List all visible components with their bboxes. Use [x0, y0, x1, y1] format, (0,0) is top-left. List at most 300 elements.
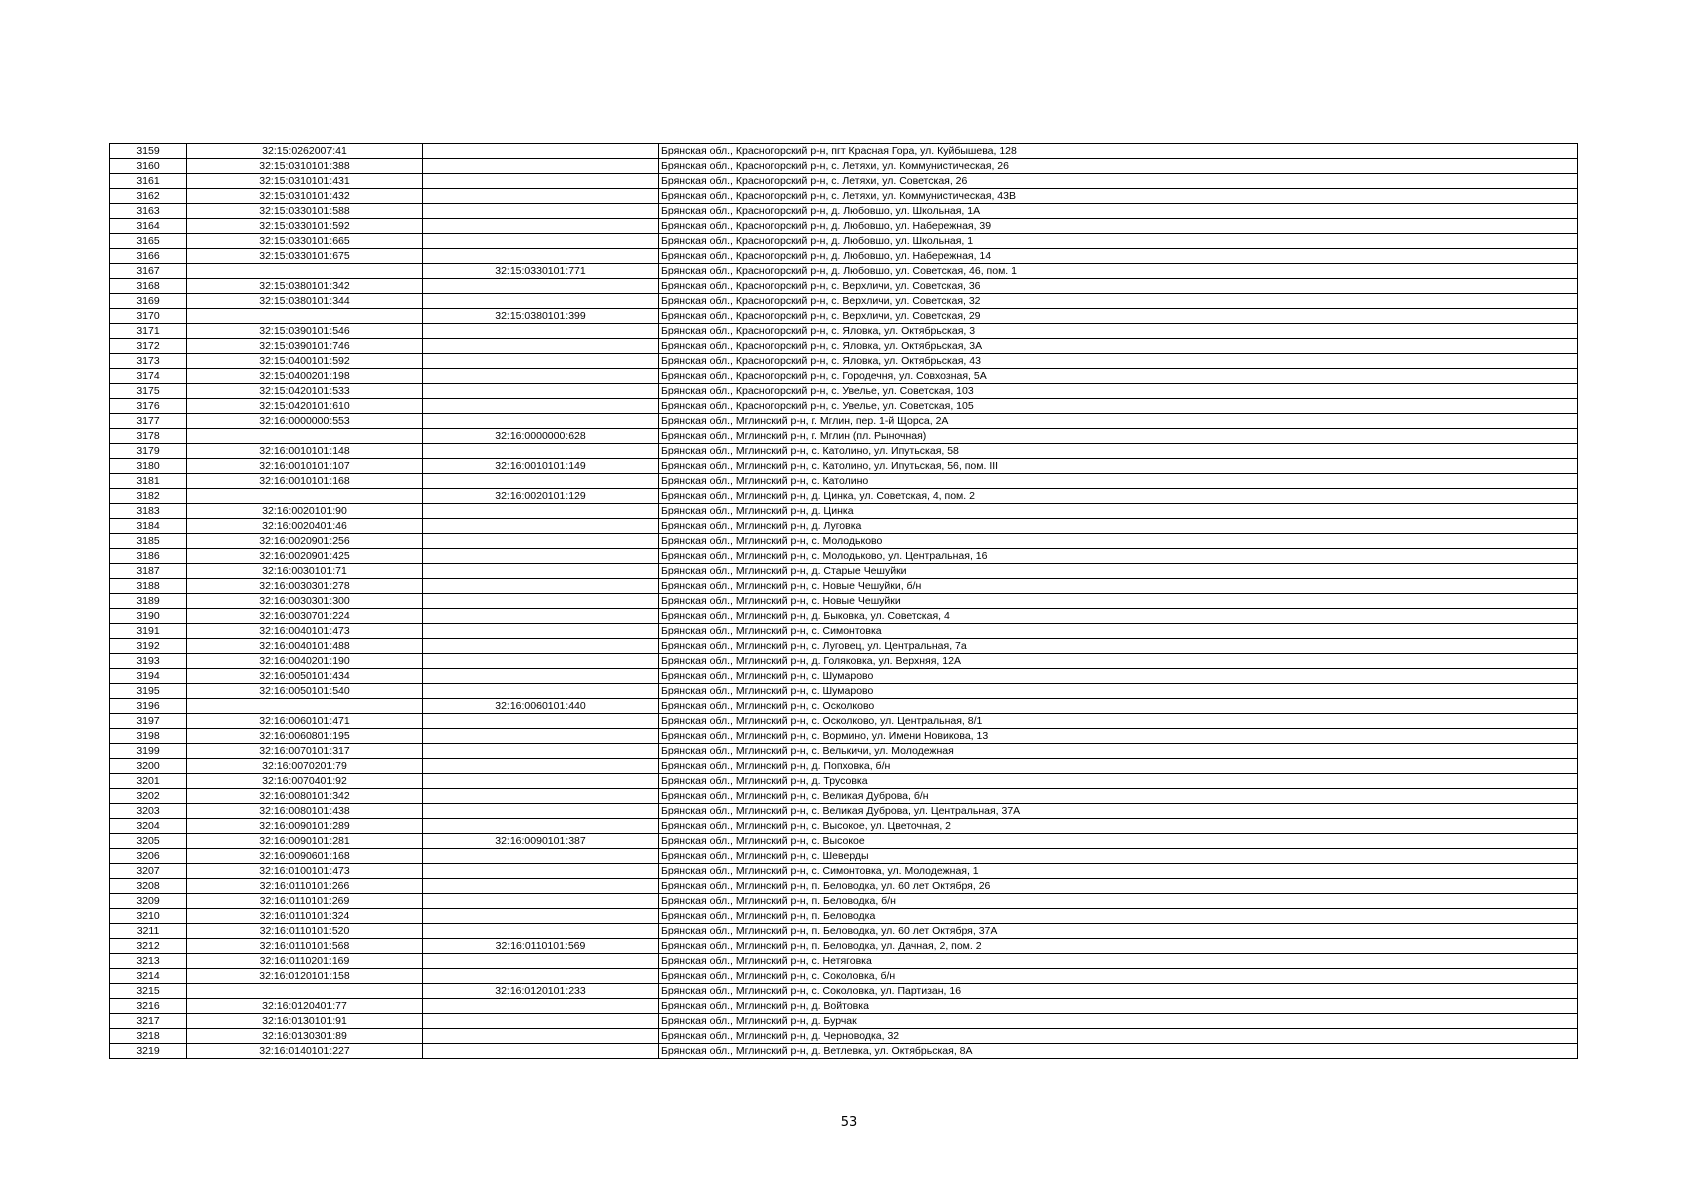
address-cell: Брянская обл., Мглинский р-н, с. Соколовка, ул. Партизан, 16 [659, 984, 1578, 999]
cadastral-number-cell: 32:16:0110101:324 [187, 909, 423, 924]
table-row [110, 189, 1578, 204]
cadastral-number-cell: 32:16:0090601:168 [187, 849, 423, 864]
cadastral-number-cell: 32:15:0420101:533 [187, 384, 423, 399]
row-number-cell: 3186 [110, 549, 187, 564]
table-row [110, 204, 1578, 219]
cadastral-number-cell: 32:16:0010101:168 [187, 474, 423, 489]
address-cell: Брянская обл., Красногорский р-н, с. Городечня, ул. Совхозная, 5А [659, 369, 1578, 384]
table-row [110, 1014, 1578, 1029]
table-row [110, 894, 1578, 909]
address-cell: Брянская обл., Мглинский р-н, п. Беловодка, ул. 60 лет Октября, 37А [659, 924, 1578, 939]
cadastral-number-cell: 32:16:0080101:342 [187, 789, 423, 804]
cadastral-number-cell: 32:16:0020401:46 [187, 519, 423, 534]
cadastral-number-cell: 32:16:0010101:148 [187, 444, 423, 459]
row-number-cell: 3219 [110, 1044, 187, 1059]
row-number-cell: 3209 [110, 894, 187, 909]
row-number-cell: 3175 [110, 384, 187, 399]
premises-cadastral-number-cell [423, 1044, 659, 1059]
address-cell: Брянская обл., Красногорский р-н, пгт Красная Гора, ул. Куйбышева, 128 [659, 144, 1578, 159]
premises-cadastral-number-cell [423, 159, 659, 174]
premises-cadastral-number-cell [423, 864, 659, 879]
cadastral-number-cell: 32:16:0030101:71 [187, 564, 423, 579]
premises-cadastral-number-cell [423, 924, 659, 939]
table-row [110, 639, 1578, 654]
cadastral-number-cell: 32:16:0140101:227 [187, 1044, 423, 1059]
premises-cadastral-number-cell [423, 444, 659, 459]
cadastral-number-cell: 32:16:0010101:107 [187, 459, 423, 474]
premises-cadastral-number-cell [423, 639, 659, 654]
table-row [110, 879, 1578, 894]
table-row [110, 1029, 1578, 1044]
premises-cadastral-number-cell [423, 504, 659, 519]
cadastral-number-cell: 32:16:0030301:300 [187, 594, 423, 609]
cadastral-number-cell: 32:15:0262007:41 [187, 144, 423, 159]
address-cell: Брянская обл., Красногорский р-н, с. Увелье, ул. Советская, 105 [659, 399, 1578, 414]
premises-cadastral-number-cell [423, 144, 659, 159]
cadastral-number-cell: 32:16:0110101:269 [187, 894, 423, 909]
address-cell: Брянская обл., Мглинский р-н, д. Луговка [659, 519, 1578, 534]
cadastral-number-cell: 32:15:0400101:592 [187, 354, 423, 369]
address-cell: Брянская обл., Мглинский р-н, п. Беловодка, ул. 60 лет Октября, 26 [659, 879, 1578, 894]
row-number-cell: 3159 [110, 144, 187, 159]
cadastral-number-cell: 32:16:0050101:540 [187, 684, 423, 699]
table-row [110, 849, 1578, 864]
premises-cadastral-number-cell: 32:16:0010101:149 [423, 459, 659, 474]
row-number-cell: 3172 [110, 339, 187, 354]
row-number-cell: 3179 [110, 444, 187, 459]
address-cell: Брянская обл., Мглинский р-н, с. Молодьково [659, 534, 1578, 549]
table-row [110, 744, 1578, 759]
row-number-cell: 3170 [110, 309, 187, 324]
row-number-cell: 3214 [110, 969, 187, 984]
premises-cadastral-number-cell [423, 624, 659, 639]
table-row [110, 594, 1578, 609]
premises-cadastral-number-cell [423, 579, 659, 594]
premises-cadastral-number-cell [423, 354, 659, 369]
cadastral-number-cell: 32:15:0330101:592 [187, 219, 423, 234]
table-row [110, 714, 1578, 729]
cadastral-number-cell: 32:16:0090101:281 [187, 834, 423, 849]
row-number-cell: 3194 [110, 669, 187, 684]
cadastral-number-cell: 32:16:0020901:256 [187, 534, 423, 549]
row-number-cell: 3217 [110, 1014, 187, 1029]
table-row [110, 534, 1578, 549]
address-cell: Брянская обл., Мглинский р-н, с. Великая Дуброва, б/н [659, 789, 1578, 804]
premises-cadastral-number-cell [423, 534, 659, 549]
row-number-cell: 3202 [110, 789, 187, 804]
premises-cadastral-number-cell [423, 519, 659, 534]
premises-cadastral-number-cell [423, 894, 659, 909]
address-cell: Брянская обл., Мглинский р-н, д. Ветлевка, ул. Октябрьская, 8А [659, 1044, 1578, 1059]
registry-table [109, 143, 1578, 1059]
address-cell: Брянская обл., Красногорский р-н, с. Яловка, ул. Октябрьская, 3А [659, 339, 1578, 354]
table-row [110, 954, 1578, 969]
address-cell: Брянская обл., Мглинский р-н, г. Мглин (пл. Рыночная) [659, 429, 1578, 444]
row-number-cell: 3171 [110, 324, 187, 339]
row-number-cell: 3210 [110, 909, 187, 924]
address-cell: Брянская обл., Мглинский р-н, с. Новые Чешуйки, б/н [659, 579, 1578, 594]
table-row [110, 354, 1578, 369]
table-row [110, 924, 1578, 939]
cadastral-number-cell: 32:16:0120101:158 [187, 969, 423, 984]
table-row [110, 669, 1578, 684]
cadastral-number-cell: 32:16:0020101:90 [187, 504, 423, 519]
premises-cadastral-number-cell [423, 564, 659, 579]
premises-cadastral-number-cell [423, 819, 659, 834]
row-number-cell: 3176 [110, 399, 187, 414]
row-number-cell: 3195 [110, 684, 187, 699]
cadastral-number-cell: 32:16:0060801:195 [187, 729, 423, 744]
premises-cadastral-number-cell [423, 744, 659, 759]
cadastral-number-cell: 32:15:0310101:432 [187, 189, 423, 204]
premises-cadastral-number-cell: 32:16:0090101:387 [423, 834, 659, 849]
premises-cadastral-number-cell [423, 1014, 659, 1029]
address-cell: Брянская обл., Мглинский р-н, д. Голяковка, ул. Верхняя, 12А [659, 654, 1578, 669]
table-row [110, 144, 1578, 159]
premises-cadastral-number-cell [423, 954, 659, 969]
table-row [110, 549, 1578, 564]
cadastral-number-cell [187, 489, 423, 504]
premises-cadastral-number-cell [423, 219, 659, 234]
cadastral-number-cell: 32:15:0380101:344 [187, 294, 423, 309]
cadastral-number-cell [187, 429, 423, 444]
address-cell: Брянская обл., Красногорский р-н, с. Яловка, ул. Октябрьская, 3 [659, 324, 1578, 339]
premises-cadastral-number-cell [423, 774, 659, 789]
address-cell: Брянская обл., Мглинский р-н, с. Осколково, ул. Центральная, 8/1 [659, 714, 1578, 729]
table-row [110, 504, 1578, 519]
premises-cadastral-number-cell: 32:16:0020101:129 [423, 489, 659, 504]
row-number-cell: 3208 [110, 879, 187, 894]
table-row [110, 324, 1578, 339]
address-cell: Брянская обл., Мглинский р-н, д. Старые Чешуйки [659, 564, 1578, 579]
premises-cadastral-number-cell [423, 414, 659, 429]
row-number-cell: 3185 [110, 534, 187, 549]
table-row [110, 429, 1578, 444]
row-number-cell: 3163 [110, 204, 187, 219]
address-cell: Брянская обл., Мглинский р-н, п. Беловодка, б/н [659, 894, 1578, 909]
table-row [110, 459, 1578, 474]
cadastral-number-cell: 32:16:0040101:488 [187, 639, 423, 654]
cadastral-number-cell: 32:15:0420101:610 [187, 399, 423, 414]
cadastral-number-cell: 32:16:0090101:289 [187, 819, 423, 834]
row-number-cell: 3160 [110, 159, 187, 174]
row-number-cell: 3169 [110, 294, 187, 309]
address-cell: Брянская обл., Мглинский р-н, с. Высокое [659, 834, 1578, 849]
table-row [110, 774, 1578, 789]
cadastral-number-cell: 32:16:0130101:91 [187, 1014, 423, 1029]
premises-cadastral-number-cell: 32:16:0000000:628 [423, 429, 659, 444]
address-cell: Брянская обл., Красногорский р-н, с. Верхличи, ул. Советская, 29 [659, 309, 1578, 324]
address-cell: Брянская обл., Красногорский р-н, с. Летяхи, ул. Коммунистическая, 43В [659, 189, 1578, 204]
row-number-cell: 3196 [110, 699, 187, 714]
row-number-cell: 3162 [110, 189, 187, 204]
premises-cadastral-number-cell [423, 804, 659, 819]
row-number-cell: 3206 [110, 849, 187, 864]
address-cell: Брянская обл., Мглинский р-н, д. Войтовка [659, 999, 1578, 1014]
table-row [110, 1044, 1578, 1059]
row-number-cell: 3189 [110, 594, 187, 609]
address-cell: Брянская обл., Мглинский р-н, с. Молодьково, ул. Центральная, 16 [659, 549, 1578, 564]
address-cell: Брянская обл., Мглинский р-н, д. Трусовка [659, 774, 1578, 789]
table-row [110, 174, 1578, 189]
cadastral-number-cell: 32:15:0310101:431 [187, 174, 423, 189]
cadastral-number-cell: 32:16:0070101:317 [187, 744, 423, 759]
table-row [110, 804, 1578, 819]
row-number-cell: 3192 [110, 639, 187, 654]
table-row [110, 654, 1578, 669]
address-cell: Брянская обл., Мглинский р-н, с. Шумарово [659, 669, 1578, 684]
address-cell: Брянская обл., Красногорский р-н, с. Верхличи, ул. Советская, 32 [659, 294, 1578, 309]
table-row [110, 279, 1578, 294]
table-row [110, 309, 1578, 324]
row-number-cell: 3218 [110, 1029, 187, 1044]
address-cell: Брянская обл., Красногорский р-н, д. Любовшо, ул. Советская, 46, пом. 1 [659, 264, 1578, 279]
address-cell: Брянская обл., Мглинский р-н, с. Соколовка, б/н [659, 969, 1578, 984]
row-number-cell: 3207 [110, 864, 187, 879]
cadastral-number-cell: 32:16:0000000:553 [187, 414, 423, 429]
cadastral-number-cell [187, 309, 423, 324]
premises-cadastral-number-cell [423, 669, 659, 684]
address-cell: Брянская обл., Мглинский р-н, д. Цинка [659, 504, 1578, 519]
row-number-cell: 3174 [110, 369, 187, 384]
table-row [110, 294, 1578, 309]
row-number-cell: 3187 [110, 564, 187, 579]
row-number-cell: 3167 [110, 264, 187, 279]
row-number-cell: 3181 [110, 474, 187, 489]
row-number-cell: 3203 [110, 804, 187, 819]
premises-cadastral-number-cell [423, 384, 659, 399]
table-row [110, 684, 1578, 699]
cadastral-number-cell: 32:16:0050101:434 [187, 669, 423, 684]
row-number-cell: 3205 [110, 834, 187, 849]
cadastral-number-cell: 32:16:0040101:473 [187, 624, 423, 639]
address-cell: Брянская обл., Мглинский р-н, д. Черноводка, 32 [659, 1029, 1578, 1044]
address-cell: Брянская обл., Мглинский р-н, с. Высокое, ул. Цветочная, 2 [659, 819, 1578, 834]
address-cell: Брянская обл., Красногорский р-н, д. Любовшо, ул. Набережная, 39 [659, 219, 1578, 234]
premises-cadastral-number-cell [423, 879, 659, 894]
premises-cadastral-number-cell [423, 279, 659, 294]
row-number-cell: 3193 [110, 654, 187, 669]
address-cell: Брянская обл., Мглинский р-н, с. Шумарово [659, 684, 1578, 699]
row-number-cell: 3182 [110, 489, 187, 504]
address-cell: Брянская обл., Мглинский р-н, д. Попховка, б/н [659, 759, 1578, 774]
table-row [110, 234, 1578, 249]
registry-table-body [110, 144, 1578, 1059]
cadastral-number-cell: 32:16:0130301:89 [187, 1029, 423, 1044]
row-number-cell: 3177 [110, 414, 187, 429]
address-cell: Брянская обл., Красногорский р-н, с. Увелье, ул. Советская, 103 [659, 384, 1578, 399]
address-cell: Брянская обл., Мглинский р-н, п. Беловодка [659, 909, 1578, 924]
premises-cadastral-number-cell [423, 849, 659, 864]
address-cell: Брянская обл., Мглинский р-н, с. Нетяговка [659, 954, 1578, 969]
table-row [110, 984, 1578, 999]
address-cell: Брянская обл., Мглинский р-н, с. Католино, ул. Ипутьская, 58 [659, 444, 1578, 459]
row-number-cell: 3204 [110, 819, 187, 834]
premises-cadastral-number-cell [423, 294, 659, 309]
cadastral-number-cell: 32:15:0330101:588 [187, 204, 423, 219]
row-number-cell: 3188 [110, 579, 187, 594]
row-number-cell: 3165 [110, 234, 187, 249]
row-number-cell: 3190 [110, 609, 187, 624]
premises-cadastral-number-cell [423, 759, 659, 774]
address-cell: Брянская обл., Красногорский р-н, с. Летяхи, ул. Советская, 26 [659, 174, 1578, 189]
address-cell: Брянская обл., Мглинский р-н, с. Католино, ул. Ипутьская, 56, пом. III [659, 459, 1578, 474]
table-row [110, 624, 1578, 639]
address-cell: Брянская обл., Мглинский р-н, с. Великая Дуброва, ул. Центральная, 37А [659, 804, 1578, 819]
row-number-cell: 3211 [110, 924, 187, 939]
table-row [110, 249, 1578, 264]
table-row [110, 264, 1578, 279]
cadastral-number-cell: 32:15:0330101:675 [187, 249, 423, 264]
address-cell: Брянская обл., Красногорский р-н, д. Любовшо, ул. Школьная, 1 [659, 234, 1578, 249]
address-cell: Брянская обл., Мглинский р-н, д. Бурчак [659, 1014, 1578, 1029]
cadastral-number-cell [187, 264, 423, 279]
table-row [110, 519, 1578, 534]
table-row [110, 564, 1578, 579]
row-number-cell: 3173 [110, 354, 187, 369]
premises-cadastral-number-cell [423, 369, 659, 384]
row-number-cell: 3168 [110, 279, 187, 294]
row-number-cell: 3184 [110, 519, 187, 534]
cadastral-number-cell: 32:16:0040201:190 [187, 654, 423, 669]
row-number-cell: 3178 [110, 429, 187, 444]
cadastral-number-cell: 32:16:0030301:278 [187, 579, 423, 594]
cadastral-number-cell: 32:16:0060101:471 [187, 714, 423, 729]
cadastral-number-cell: 32:16:0030701:224 [187, 609, 423, 624]
cadastral-number-cell: 32:16:0110101:266 [187, 879, 423, 894]
table-row [110, 159, 1578, 174]
address-cell: Брянская обл., Красногорский р-н, д. Любовшо, ул. Школьная, 1А [659, 204, 1578, 219]
row-number-cell: 3216 [110, 999, 187, 1014]
cadastral-number-cell: 32:16:0110101:568 [187, 939, 423, 954]
table-row [110, 864, 1578, 879]
table-row [110, 489, 1578, 504]
row-number-cell: 3183 [110, 504, 187, 519]
address-cell: Брянская обл., Мглинский р-н, с. Велькичи, ул. Молодежная [659, 744, 1578, 759]
premises-cadastral-number-cell [423, 189, 659, 204]
table-row [110, 474, 1578, 489]
premises-cadastral-number-cell: 32:16:0110101:569 [423, 939, 659, 954]
page-number: 53 [840, 1115, 858, 1130]
table-row [110, 384, 1578, 399]
row-number-cell: 3213 [110, 954, 187, 969]
premises-cadastral-number-cell [423, 249, 659, 264]
address-cell: Брянская обл., Красногорский р-н, с. Летяхи, ул. Коммунистическая, 26 [659, 159, 1578, 174]
table-row [110, 399, 1578, 414]
row-number-cell: 3161 [110, 174, 187, 189]
premises-cadastral-number-cell [423, 999, 659, 1014]
premises-cadastral-number-cell [423, 339, 659, 354]
address-cell: Брянская обл., Мглинский р-н, д. Быковка, ул. Советская, 4 [659, 609, 1578, 624]
table-row [110, 834, 1578, 849]
cadastral-number-cell: 32:16:0100101:473 [187, 864, 423, 879]
row-number-cell: 3198 [110, 729, 187, 744]
row-number-cell: 3200 [110, 759, 187, 774]
row-number-cell: 3201 [110, 774, 187, 789]
address-cell: Брянская обл., Мглинский р-н, с. Симонтовка [659, 624, 1578, 639]
table-row [110, 729, 1578, 744]
address-cell: Брянская обл., Мглинский р-н, д. Цинка, ул. Советская, 4, пом. 2 [659, 489, 1578, 504]
premises-cadastral-number-cell [423, 594, 659, 609]
table-row [110, 219, 1578, 234]
cadastral-number-cell: 32:16:0080101:438 [187, 804, 423, 819]
table-row [110, 999, 1578, 1014]
premises-cadastral-number-cell [423, 729, 659, 744]
premises-cadastral-number-cell: 32:15:0380101:399 [423, 309, 659, 324]
table-row [110, 339, 1578, 354]
row-number-cell: 3166 [110, 249, 187, 264]
address-cell: Брянская обл., Красногорский р-н, с. Яловка, ул. Октябрьская, 43 [659, 354, 1578, 369]
address-cell: Брянская обл., Мглинский р-н, с. Новые Чешуйки [659, 594, 1578, 609]
address-cell: Брянская обл., Мглинский р-н, с. Луговец, ул. Центральная, 7а [659, 639, 1578, 654]
premises-cadastral-number-cell [423, 474, 659, 489]
premises-cadastral-number-cell [423, 609, 659, 624]
row-number-cell: 3164 [110, 219, 187, 234]
table-row [110, 699, 1578, 714]
row-number-cell: 3215 [110, 984, 187, 999]
address-cell: Брянская обл., Мглинский р-н, с. Осколково [659, 699, 1578, 714]
premises-cadastral-number-cell: 32:16:0120101:233 [423, 984, 659, 999]
table-row [110, 969, 1578, 984]
cadastral-number-cell: 32:15:0330101:665 [187, 234, 423, 249]
cadastral-number-cell [187, 699, 423, 714]
table-row [110, 609, 1578, 624]
premises-cadastral-number-cell [423, 324, 659, 339]
cadastral-number-cell: 32:15:0390101:746 [187, 339, 423, 354]
table-row [110, 819, 1578, 834]
cadastral-number-cell: 32:16:0110201:169 [187, 954, 423, 969]
premises-cadastral-number-cell [423, 654, 659, 669]
premises-cadastral-number-cell: 32:16:0060101:440 [423, 699, 659, 714]
premises-cadastral-number-cell [423, 204, 659, 219]
premises-cadastral-number-cell [423, 1029, 659, 1044]
row-number-cell: 3191 [110, 624, 187, 639]
cadastral-number-cell: 32:15:0390101:546 [187, 324, 423, 339]
address-cell: Брянская обл., Мглинский р-н, с. Симонтовка, ул. Молодежная, 1 [659, 864, 1578, 879]
cadastral-number-cell: 32:16:0070401:92 [187, 774, 423, 789]
address-cell: Брянская обл., Мглинский р-н, с. Католино [659, 474, 1578, 489]
table-row [110, 759, 1578, 774]
premises-cadastral-number-cell [423, 969, 659, 984]
premises-cadastral-number-cell [423, 714, 659, 729]
address-cell: Брянская обл., Красногорский р-н, д. Любовшо, ул. Набережная, 14 [659, 249, 1578, 264]
table-row [110, 909, 1578, 924]
cadastral-number-cell: 32:15:0380101:342 [187, 279, 423, 294]
cadastral-number-cell [187, 984, 423, 999]
address-cell: Брянская обл., Мглинский р-н, с. Вормино, ул. Имени Новикова, 13 [659, 729, 1578, 744]
cadastral-number-cell: 32:16:0120401:77 [187, 999, 423, 1014]
cadastral-number-cell: 32:16:0070201:79 [187, 759, 423, 774]
cadastral-number-cell: 32:15:0310101:388 [187, 159, 423, 174]
premises-cadastral-number-cell [423, 909, 659, 924]
cadastral-number-cell: 32:16:0110101:520 [187, 924, 423, 939]
table-row [110, 789, 1578, 804]
address-cell: Брянская обл., Мглинский р-н, п. Беловодка, ул. Дачная, 2, пом. 2 [659, 939, 1578, 954]
table-row [110, 579, 1578, 594]
premises-cadastral-number-cell [423, 789, 659, 804]
premises-cadastral-number-cell: 32:15:0330101:771 [423, 264, 659, 279]
address-cell: Брянская обл., Красногорский р-н, с. Верхличи, ул. Советская, 36 [659, 279, 1578, 294]
premises-cadastral-number-cell [423, 234, 659, 249]
cadastral-number-cell: 32:15:0400201:198 [187, 369, 423, 384]
table-row [110, 444, 1578, 459]
premises-cadastral-number-cell [423, 684, 659, 699]
premises-cadastral-number-cell [423, 174, 659, 189]
premises-cadastral-number-cell [423, 399, 659, 414]
row-number-cell: 3212 [110, 939, 187, 954]
row-number-cell: 3199 [110, 744, 187, 759]
address-cell: Брянская обл., Мглинский р-н, с. Шеверды [659, 849, 1578, 864]
